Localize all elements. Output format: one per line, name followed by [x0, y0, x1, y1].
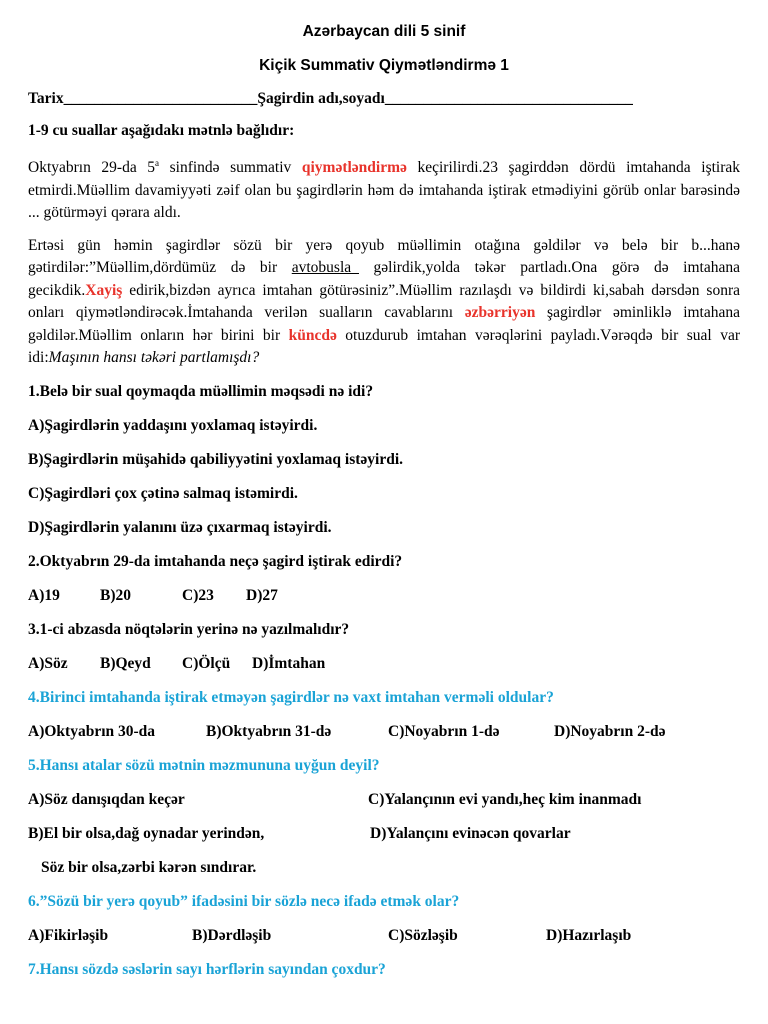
q6-option-d: D)Hazırlaşıb: [546, 926, 632, 944]
intro-instruction: 1-9 cu suallar aşağıdakı mətnlə bağlıdır:: [28, 122, 295, 139]
q5-option-d: D)Yalançını evinəcən qovarlar: [370, 824, 571, 842]
p2-highlight-word-3: küncdə: [288, 326, 337, 344]
q4-option-b: B)Oktyabrın 31-də: [206, 722, 332, 740]
p2-text-d: şagirdlər əminliklə imtahana gəldilər.Müəllim onların hər birini bir: [28, 304, 741, 344]
q4-options-row: [28, 722, 740, 742]
p2-text-b: gəlirdik,yolda təkər partladı.Ona görə də imtahana gecikdik.: [28, 259, 740, 299]
q5-option-a: A)Söz danışıqdan keçər: [28, 790, 185, 808]
q6-option-b: B)Dərdləşib: [192, 926, 272, 944]
q3-options-row: [28, 654, 740, 674]
p1-superscript: a: [155, 158, 160, 168]
q3-option-a: A)Söz: [28, 654, 68, 672]
q5-options-row-1: [28, 790, 740, 810]
q2-option-b: B)20: [100, 586, 131, 604]
p1-text-c: keçirilirdi.23 şagirddən dördü imtahanda iştirak etmirdi.Müəllim davamiyyəti zəif olan bu şagirdlərin həm də imtahanda iştirak etmədiyini görüb onlar barəsində ... götürməyi qərara aldı.: [28, 159, 741, 222]
date-field: _________________________: [63, 90, 258, 107]
q5-option-b: B)El bir olsa,dağ oynadar yerindən,: [28, 824, 265, 842]
q3-option-d: D)İmtahan: [252, 654, 326, 672]
q5-extra-proverb: Söz bir olsa,zərbi kərən sındırar.: [41, 858, 257, 876]
question-4: 4.Birinci imtahanda iştirak etməyən şagirdlər nə vaxt imtahan verməli oldular?: [28, 688, 554, 706]
p2-text-e: otuzdurub imtahan vərəqlərini payladı.Vərəqdə bir sual var idi:: [28, 326, 740, 367]
q6-option-c: C)Sözləşib: [388, 926, 458, 944]
q6-options-row: [28, 926, 740, 946]
student-name-label: Şagirdin adı,soyadı: [257, 90, 385, 107]
q6-option-a: A)Fikirləşib: [28, 926, 109, 944]
q2-option-a: A)19: [28, 586, 60, 604]
p1-highlight-word: qiymətləndirmə: [301, 159, 407, 177]
student-name-field: ________________________________: [384, 90, 633, 107]
q1-option-a: A)Şagirdlərin yaddaşını yoxlamaq istəyirdi.: [28, 416, 318, 434]
question-3: 3.1-ci abzasda nöqtələrin yerinə nə yazılmalıdır?: [28, 620, 350, 638]
q2-option-c: C)23: [182, 586, 214, 604]
question-7: 7.Hansı sözdə səslərin sayı hərflərin sayından çoxdur?: [28, 960, 386, 978]
text-paragraph-2: [28, 235, 740, 370]
q2-option-d: D)27: [246, 586, 278, 604]
p2-highlight-word-1: Xayiş: [85, 281, 123, 299]
worksheet-title: Azərbaycan dili 5 sinif: [302, 23, 466, 40]
q1-option-d: D)Şagirdlərin yalanını üzə çıxarmaq istəyirdi.: [28, 518, 332, 536]
q3-option-c: C)Ölçü: [182, 654, 231, 672]
q1-option-b: B)Şagirdlərin müşahidə qabiliyyətini yoxlamaq istəyirdi.: [28, 450, 404, 468]
q2-options-row: [28, 586, 740, 606]
question-list: [28, 382, 740, 980]
q4-option-c: C)Noyabrın 1-də: [388, 722, 500, 740]
p2-italic-question: Maşının hansı təkəri partlamışdı?: [48, 349, 260, 367]
p2-text-c: edirik,bizdən ayrıca imtahan götürəsiniz”.Müəllim razılaşdı və bildirdi ki,sabah dərsdən sonra onları qiymətləndirəcək.İmtahanda verilən sualların cavablarını: [28, 281, 740, 322]
q4-option-a: A)Oktyabrın 30-da: [28, 722, 156, 740]
text-paragraph-1: [28, 152, 740, 225]
p1-text-a: Oktyabrın 29-da 5: [28, 159, 156, 177]
p1-text-b: sinfində summativ: [159, 159, 302, 177]
question-2: 2.Oktyabrın 29-da imtahanda neçə şagird iştirak edirdi?: [28, 552, 403, 570]
worksheet-subtitle: Kiçik Summativ Qiymətləndirmə 1: [259, 57, 509, 74]
q4-option-d: D)Noyabrın 2-də: [554, 722, 666, 740]
q5-option-c: C)Yalançının evi yandı,heç kim inanmadı: [368, 790, 642, 808]
q5-extra-line: [28, 858, 740, 878]
question-1: 1.Belə bir sual qoymaqda müəllimin məqsədi nə idi?: [28, 382, 374, 400]
question-6: 6.”Sözü bir yerə qoyub” ifadəsini bir sözlə necə ifadə etmək olar?: [28, 892, 460, 910]
question-5: 5.Hansı atalar sözü mətnin məzmununa uyğun deyil?: [28, 756, 380, 774]
p2-underlined-word: avtobusla_: [291, 259, 359, 277]
name-date-line: [28, 88, 740, 110]
q5-options-row-2: [28, 824, 740, 844]
q3-option-b: B)Qeyd: [100, 654, 151, 672]
p2-text-a: Ertəsi gün həmin şagirdlər sözü bir yerə qoyub müəllimin otağına gəldilər və belə bir b...hanə gətirdilər:”Müəllim,dördümüz də bir: [28, 236, 740, 277]
p2-highlight-word-2: əzbərriyən: [464, 304, 536, 322]
date-label: Tarix: [28, 90, 64, 107]
q1-option-c: C)Şagirdləri çox çətinə salmaq istəmirdi.: [28, 484, 298, 502]
